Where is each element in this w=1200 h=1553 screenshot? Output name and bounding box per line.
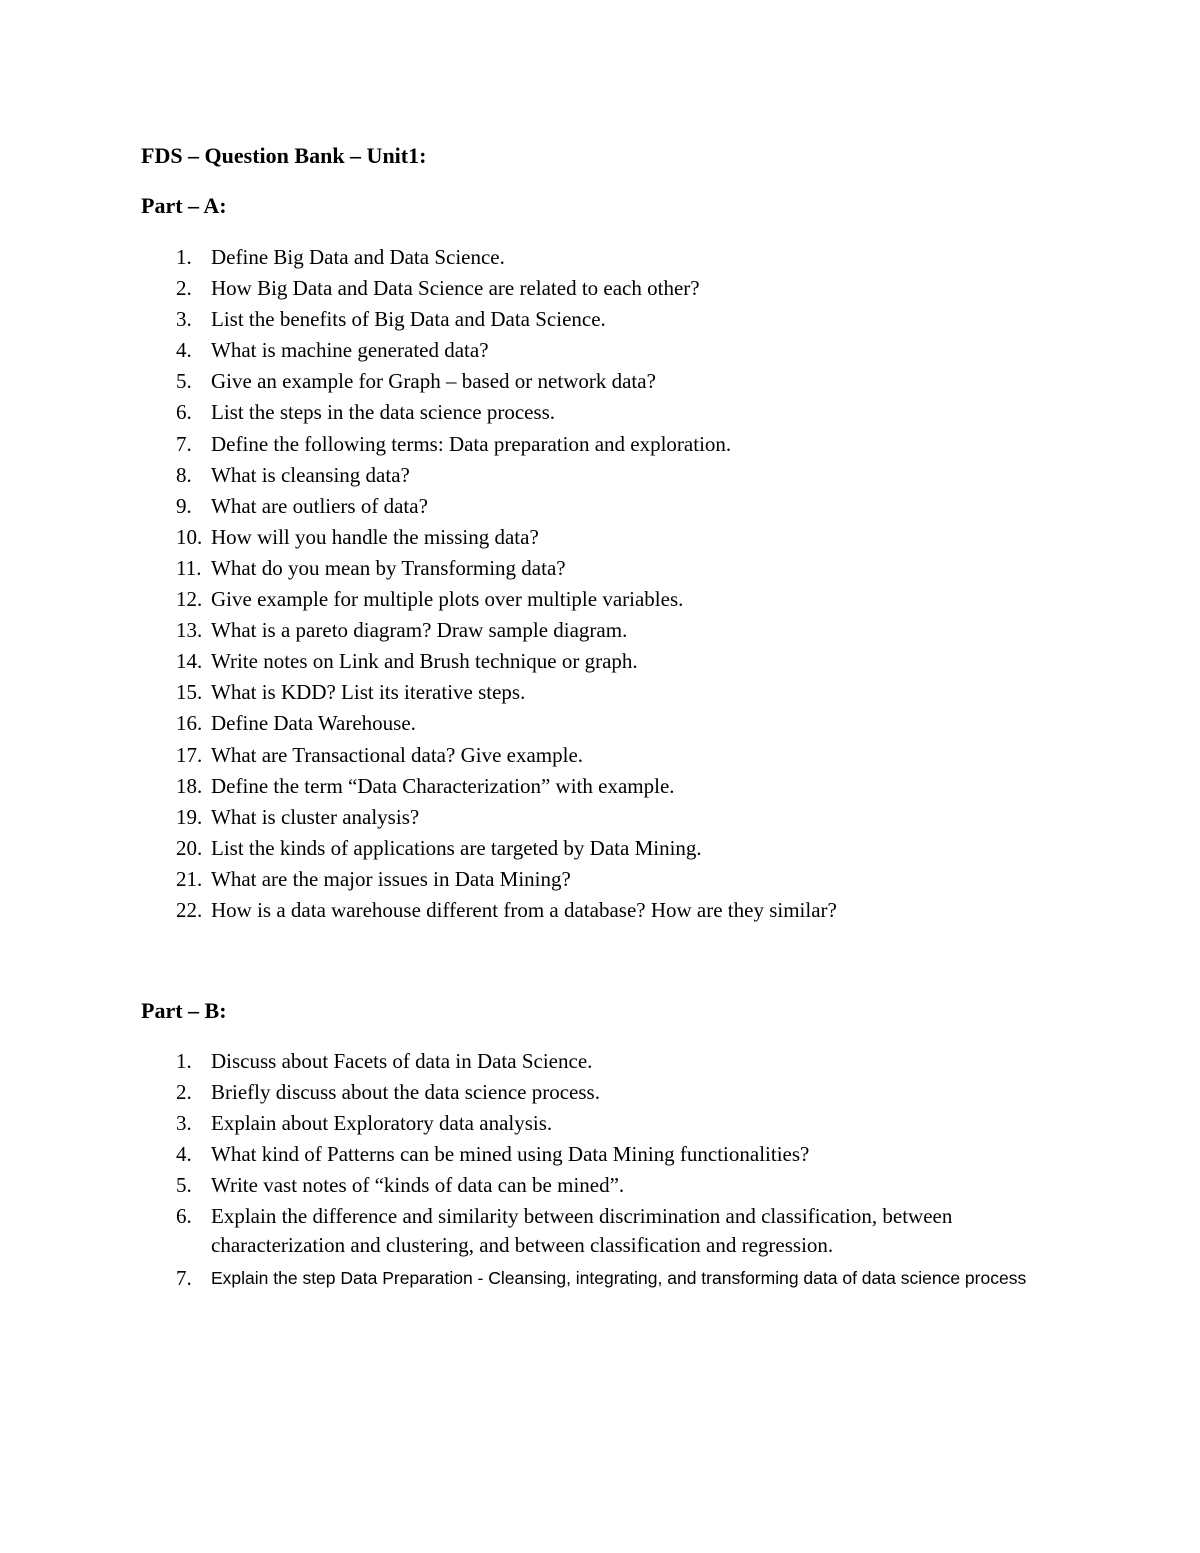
question-number: 18. — [176, 773, 203, 798]
question-text: Briefly discuss about the data science process. — [211, 1080, 600, 1105]
question-item — [0, 274, 1200, 305]
question-number: 21. — [176, 866, 203, 891]
question-number: 10. — [176, 524, 203, 549]
question-number: 5. — [176, 369, 192, 394]
question-item — [0, 1171, 1200, 1202]
question-number: 2. — [176, 1080, 192, 1105]
question-number: 15. — [176, 680, 203, 705]
question-number: 2. — [176, 276, 192, 301]
question-number: 6. — [176, 400, 192, 425]
question-item — [0, 367, 1200, 398]
question-text: Define Big Data and Data Science. — [211, 245, 505, 269]
question-text: What is cleansing data? — [211, 462, 410, 487]
part-a-question-list — [0, 243, 1200, 927]
question-text: What do you mean by Transforming data? — [211, 555, 566, 580]
question-item — [0, 896, 1200, 927]
question-item — [0, 305, 1200, 336]
question-number: 7. — [176, 1266, 192, 1291]
question-number: 9. — [176, 493, 192, 518]
question-text: Define the following terms: Data preparation and exploration. — [211, 431, 732, 456]
question-item — [0, 1109, 1200, 1140]
question-item — [0, 772, 1200, 803]
question-number: 3. — [176, 1111, 192, 1136]
question-text: What are the major issues in Data Mining? — [211, 866, 571, 891]
question-text: What are Transactional data? Give example. — [211, 742, 584, 767]
question-text: How is a data warehouse different from a database? How are they similar? — [211, 897, 837, 922]
question-text: Define Data Warehouse. — [211, 711, 416, 736]
question-number: 6. — [176, 1204, 192, 1229]
question-number: 13. — [176, 618, 203, 643]
question-item — [0, 1264, 1200, 1326]
question-item — [0, 461, 1200, 492]
question-item — [0, 492, 1200, 523]
question-number: 22. — [176, 897, 203, 922]
question-item — [0, 336, 1200, 367]
question-item — [0, 1047, 1200, 1078]
question-text: What is machine generated data? — [211, 338, 489, 363]
question-item — [0, 741, 1200, 772]
question-text: Explain the step Data Preparation - Cleansing, integrating, and transforming data of data science process — [211, 1268, 1027, 1289]
question-item — [0, 1202, 1200, 1264]
question-number: 7. — [176, 431, 192, 456]
question-number: 4. — [176, 1142, 192, 1167]
question-text: Write notes on Link and Brush technique or graph. — [211, 649, 638, 674]
question-item — [0, 243, 1200, 274]
question-item — [0, 678, 1200, 709]
part-a-heading: Part – A: — [141, 193, 227, 218]
question-number: 16. — [176, 711, 203, 736]
question-number: 3. — [176, 307, 192, 332]
question-item — [0, 803, 1200, 834]
question-number: 17. — [176, 742, 203, 767]
question-text: List the benefits of Big Data and Data Science. — [211, 307, 606, 332]
question-item — [0, 554, 1200, 585]
question-number: 8. — [176, 462, 192, 487]
question-text: Define the term “Data Characterization” with example. — [211, 773, 675, 798]
question-text: Give an example for Graph – based or network data? — [211, 369, 656, 394]
question-text: List the kinds of applications are targeted by Data Mining. — [211, 835, 702, 860]
question-item — [0, 585, 1200, 616]
question-text: Explain the difference and similarity between discrimination and classification, between characterization and clustering, and between classification and regression. — [211, 1204, 953, 1258]
question-number: 4. — [176, 338, 192, 363]
question-number: 1. — [176, 245, 192, 269]
question-text: What is a pareto diagram? Draw sample diagram. — [211, 618, 628, 643]
question-item — [0, 398, 1200, 429]
question-number: 11. — [176, 555, 202, 580]
question-text: Explain about Exploratory data analysis. — [211, 1111, 553, 1136]
question-text: Discuss about Facets of data in Data Science. — [211, 1049, 593, 1073]
question-item — [0, 1140, 1200, 1171]
question-text: How will you handle the missing data? — [211, 524, 539, 549]
question-text: Write vast notes of “kinds of data can be mined”. — [211, 1173, 625, 1198]
question-text: What is cluster analysis? — [211, 804, 420, 829]
question-text: List the steps in the data science process. — [211, 400, 556, 425]
question-number: 20. — [176, 835, 203, 860]
document-title: FDS – Question Bank – Unit1: — [141, 143, 427, 168]
question-item — [0, 1078, 1200, 1109]
question-item — [0, 834, 1200, 865]
question-number: 5. — [176, 1173, 192, 1198]
question-item — [0, 647, 1200, 678]
question-text: What is KDD? List its iterative steps. — [211, 680, 526, 705]
question-number: 14. — [176, 649, 203, 674]
question-item — [0, 616, 1200, 647]
question-text: How Big Data and Data Science are related to each other? — [211, 276, 700, 301]
part-b-question-list — [0, 1047, 1200, 1326]
question-item — [0, 709, 1200, 740]
question-text: Give example for multiple plots over multiple variables. — [211, 587, 684, 612]
question-number: 19. — [176, 804, 203, 829]
question-item — [0, 865, 1200, 896]
question-item — [0, 523, 1200, 554]
question-item — [0, 430, 1200, 461]
part-b-heading: Part – B: — [141, 998, 227, 1023]
question-number: 12. — [176, 587, 203, 612]
question-number: 1. — [176, 1049, 192, 1073]
question-text: What kind of Patterns can be mined using Data Mining functionalities? — [211, 1142, 810, 1167]
question-text: What are outliers of data? — [211, 493, 428, 518]
